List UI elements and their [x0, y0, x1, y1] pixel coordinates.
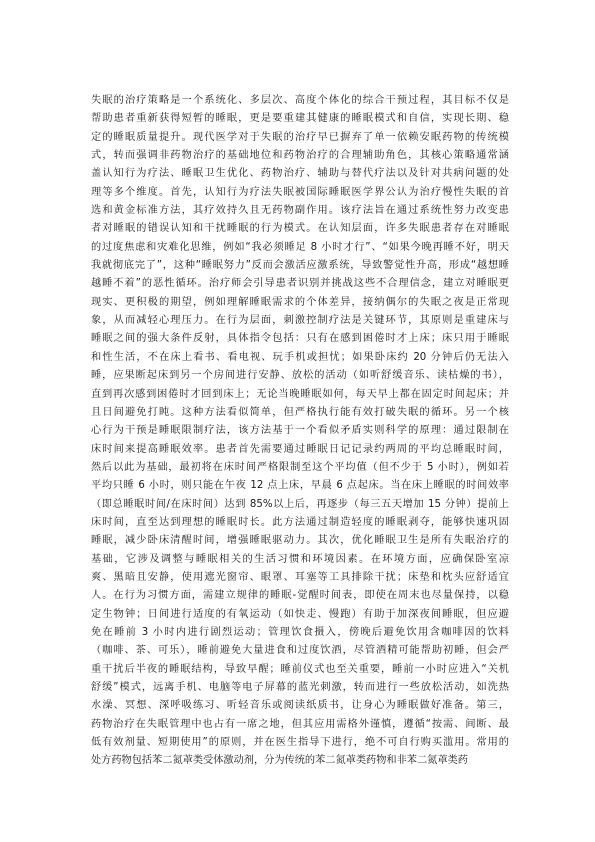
text-line: 睡眠，减少卧床清醒时间，增强睡眠驱动力。其次，优化睡眠卫生是所有失眠治疗的 [91, 535, 509, 547]
text-line: 低有效剂量、短期使用”的原则，并在医生指导下进行，绝不可自行购买滥用。常用的 [91, 737, 509, 749]
text-line: 越睡不着”的恶性循环。治疗师会引导患者识别并挑战这些不合理信念，建立对睡眠更 [91, 278, 509, 290]
text-line: 和性生活，不在床上看书、看电视、玩手机或担忧；如果卧床约 20 分钟后仍无法入 [91, 351, 509, 363]
body-paragraph [91, 92, 509, 771]
text-line: 基础，它涉及调整与睡眠相关的生活习惯和环境因素。在环境方面，应确保卧室凉 [91, 553, 509, 565]
text-line: （咖啡、茶、可乐），睡前避免大量进食和过度饮酒，尽管酒精可能帮助初睡，但会严 [91, 645, 509, 657]
text-line: 失眠的治疗策略是一个系统化、多层次、高度个体化的综合干预过程，其目标不仅是 [91, 95, 509, 106]
text-line: 象，从而减轻心理压力。在行为层面，刺激控制疗法是关键环节，其原则是重建床与 [91, 315, 509, 327]
text-line: 药物治疗在失眠管理中也占有一席之地，但其应用需格外谨慎，遵循“按需、间断、最 [91, 718, 509, 730]
text-line: 重干扰后半夜的睡眠结构，导致早醒；睡前仪式也至关重要，睡前一小时应进入“关机 [91, 663, 509, 675]
text-line: 现实、更积极的期望，例如理解睡眠需求的个体差异，接纳偶尔的失眠之夜是正常现 [91, 296, 509, 308]
text-line: 睡，应果断起床到另一个房间进行安静、放松的活动（如听舒缓音乐、读枯燥的书）， [91, 370, 509, 382]
text-line: 心行为干预是睡眠限制疗法，该方法基于一个看似矛盾实则科学的原理：通过限制在 [91, 425, 509, 437]
text-line: 式，转而强调非药物治疗的基础地位和药物治疗的合理辅助角色，其核心策略通常涵 [91, 150, 509, 162]
text-line: 选和黄金标准方法，其疗效持久且无药物副作用。该疗法旨在通过系统性努力改变患 [91, 205, 509, 217]
text-line: 帮助患者重新获得短暂的睡眠，更是要重建其健康的睡眠模式和自信，实现长期、稳 [91, 113, 509, 125]
text-line: 床时间，直至达到理想的睡眠时长。此方法通过制造轻度的睡眠剥夺，能够快速巩固 [91, 516, 509, 528]
text-line: 的过度焦虑和灾难化思维，例如“我必须睡足 8 小时才行”、“如果今晚再睡不好，明天 [91, 241, 509, 253]
text-line: 免在睡前 3 小时内进行剧烈运动；管理饮食摄入，傍晚后避免饮用含咖啡因的饮料 [91, 626, 509, 638]
text-line: 平均只睡 6 小时，则只能在午夜 12 点上床，早晨 6 点起床。当在床上睡眠的时间效率 [91, 480, 509, 492]
text-line: 盖认知行为疗法、睡眠卫生优化、药物治疗、辅助与替代疗法以及针对共病问题的处 [91, 168, 509, 180]
text-line: 舒缓”模式，远离手机、电脑等电子屏幕的蓝光刺激，转而进行一些放松活动，如洗热 [91, 682, 509, 693]
text-line: 然后以此为基础，最初将在床时间严格限制至这个平均值（但不少于 5 小时），例如若 [91, 461, 509, 473]
text-line: 者对睡眠的错误认知和干扰睡眠的行为模式。在认知层面，许多失眠患者存在对睡眠 [91, 223, 509, 235]
text-line: 且日间避免打盹。这种方法看似简单，但严格执行能有效打破失眠的循环。另一个核 [91, 406, 509, 418]
text-line: 爽、黑暗且安静，使用遮光窗帘、眼罩、耳塞等工具排除干扰；床垫和枕头应舒适宜 [91, 571, 509, 583]
text-line: 我就彻底完了”，这种“睡眠努力”反而会激活应激系统，导致警觉性升高，形成“越想睡 [91, 260, 509, 272]
text-line: 直到再次感到困倦时才回到床上；无论当晚睡眠如何，每天早上都在固定时间起床；并 [91, 388, 509, 400]
text-line: （即总睡眠时间/在床时间）达到 85%以上后，再逐步（每三五天增加 15 分钟）提前上 [91, 498, 509, 510]
text-line: 处方药物包括苯二氮䓬类受体激动剂，分为传统的苯二氮䓬类药物和非苯二氮䓬类药 [91, 755, 468, 767]
text-line: 睡眠之间的强大条件反射，具体指令包括：只有在感到困倦时才上床；床只用于睡眠 [91, 333, 509, 345]
text-line: 理等多个维度。首先，认知行为疗法失眠被国际睡眠医学界公认为治疗慢性失眠的首 [91, 186, 509, 198]
text-line: 定的睡眠质量提升。现代医学对于失眠的治疗早已摒弃了单一依赖安眠药物的传统模 [91, 131, 509, 143]
text-line: 定生物钟；日间进行适度的有氧运动（如快走、慢跑）有助于加深夜间睡眠，但应避 [91, 608, 509, 620]
text-line: 人。在行为习惯方面，需建立规律的睡眠-觉醒时间表，即使在周末也尽量保持，以稳 [91, 590, 509, 602]
text-line: 床时间来提高睡眠效率。患者首先需要通过睡眠日记记录约两周的平均总睡眠时间， [91, 443, 509, 455]
text-line: 水澡、冥想、深呼吸练习、听轻音乐或阅读纸质书，让身心为睡眠做好准备。第三， [91, 700, 509, 712]
